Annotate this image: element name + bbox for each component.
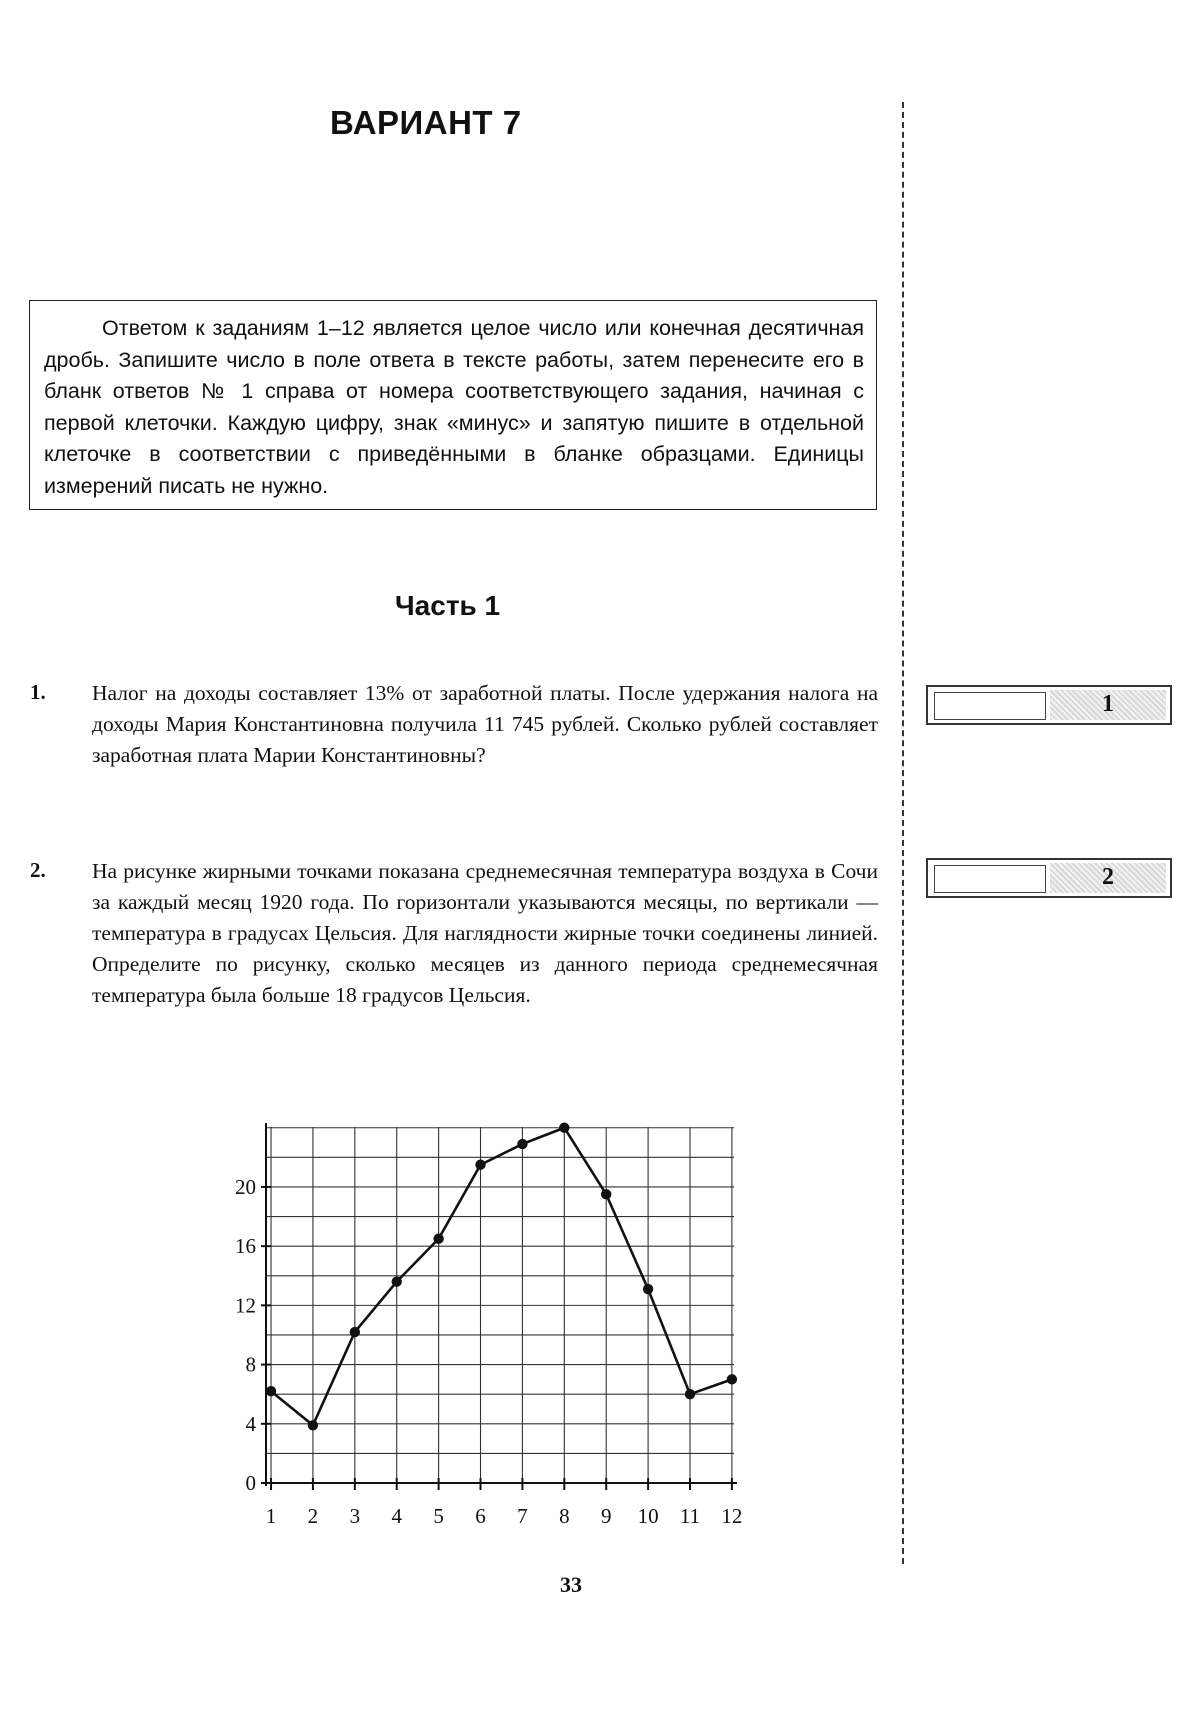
- answer-field-1[interactable]: [934, 692, 1046, 720]
- data-point: [517, 1139, 527, 1149]
- variant-title: ВАРИАНТ 7: [330, 104, 522, 141]
- data-point: [559, 1123, 569, 1133]
- y-tick-label: 16: [235, 1234, 256, 1259]
- x-tick-label: 10: [637, 1504, 659, 1528]
- data-point: [685, 1389, 695, 1399]
- chart-tick-labels: [235, 1175, 742, 1528]
- answer-box-2: [926, 858, 1172, 898]
- x-tick-label: 7: [517, 1504, 528, 1528]
- data-point: [643, 1284, 653, 1294]
- data-point: [475, 1160, 485, 1170]
- chart-axes: [261, 1123, 737, 1490]
- x-tick-label: 4: [391, 1504, 402, 1528]
- task-2-number: 2.: [30, 858, 46, 882]
- task-2-text: На рисунке жирными точками показана среднемесячная температура воздуха в Сочи за каждый месяц 1920 года. По горизонтали указываются месяцы, по вертикали — температура в градусах Цельсия. Для наглядности жирные точки соединены линией. Определите по рисунку, сколько месяцев из данного периода среднемесячная температура была больше 18 градусов Цельсия.: [92, 859, 878, 1007]
- chart-series: [266, 1123, 737, 1431]
- cut-line: [902, 102, 904, 1564]
- data-point: [350, 1327, 360, 1337]
- data-point: [266, 1386, 276, 1396]
- data-point: [433, 1234, 443, 1244]
- data-point: [601, 1189, 611, 1199]
- chart-grid: [266, 1127, 734, 1483]
- data-point: [308, 1420, 318, 1430]
- answer-box-1: [926, 685, 1172, 725]
- y-tick-label: 0: [245, 1471, 256, 1495]
- x-tick-label: 12: [721, 1504, 743, 1528]
- task-1-text: Налог на доходы составляет 13% от заработной платы. После удержания налога на доходы Мария Константиновна получила 11 745 рублей. Сколько рублей составляет заработная плата Марии Константиновны?: [92, 681, 878, 767]
- instruction-box: [29, 300, 877, 510]
- y-tick-label: 4: [245, 1411, 256, 1436]
- x-tick-label: 3: [349, 1504, 361, 1528]
- x-tick-label: 2: [307, 1504, 319, 1528]
- y-tick-label: 20: [235, 1174, 256, 1199]
- series-line: [271, 1128, 732, 1426]
- y-tick-label: 8: [245, 1352, 256, 1377]
- x-tick-label: 6: [475, 1504, 486, 1528]
- answer-field-2[interactable]: [934, 865, 1046, 893]
- temperature-chart: [210, 1115, 770, 1535]
- x-tick-label: 1: [265, 1504, 277, 1528]
- answer-box-number-1: 1: [1102, 691, 1114, 717]
- x-tick-label: 5: [433, 1504, 444, 1528]
- x-tick-label: 11: [679, 1504, 701, 1528]
- y-tick-label: 12: [235, 1293, 256, 1318]
- x-tick-label: 9: [600, 1504, 612, 1528]
- page-number: 33: [560, 1572, 582, 1597]
- answer-box-number-2: 2: [1102, 864, 1114, 890]
- x-tick-label: 8: [559, 1504, 570, 1528]
- data-point: [727, 1374, 737, 1384]
- data-point: [392, 1276, 402, 1286]
- part-title: Часть 1: [395, 590, 501, 621]
- task-1-number: 1.: [30, 680, 46, 704]
- instruction-text: Ответом к заданиям 1–12 является целое число или конечная десятичная дробь. Запишите число в поле ответа в тексте работы, затем перенесите его в бланк ответов № 1 справа от номера соответствующего задания, начиная с первой клеточки. Каждую цифру, знак «минус» и запятую пишите в отдельной клеточке в соответствии с приведёнными в бланке образцами. Единицы измерений писать не нужно.: [44, 316, 864, 498]
